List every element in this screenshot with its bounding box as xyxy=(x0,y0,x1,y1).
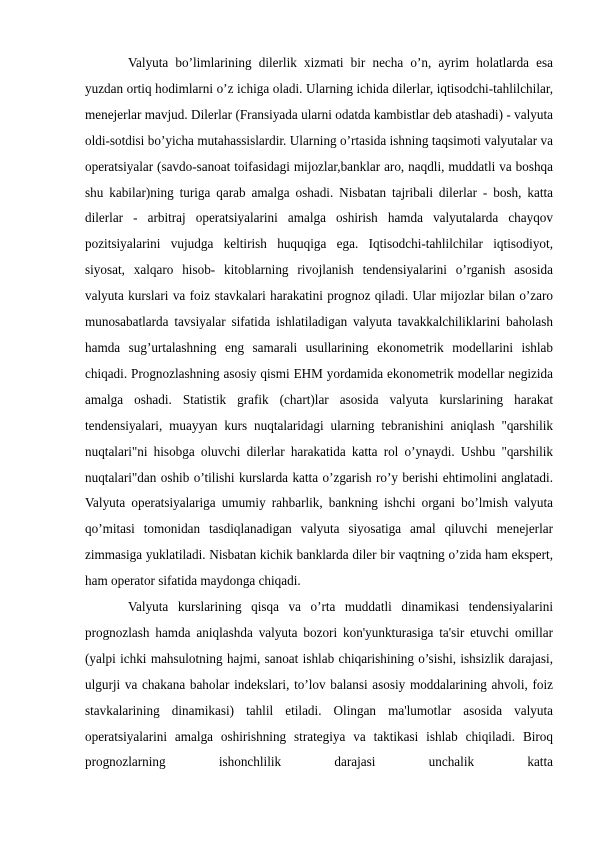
body-text xyxy=(85,50,553,775)
paragraph-dealing-service: Valyuta bo’limlarining dilerlik xizmati bir necha o’n, ayrim holatlarda esa yuzdan ortiq hodimlarni o’z ichiga oladi. Ularning ichida dilerlar, iqtisodchi-tahlilchilar, menejerlar mavjud. Dilerlar (Fransiyada ularni odatda kambistlar deb atashadi) - valyuta oldi-sotdisi bo’yicha mutahassislardir. Ularning o’rtasida ishning taqsimoti valyutalar va operatsiyalar (savdo-sanoat toifasidagi mijozlar,banklar aro, naqdli, muddatli va boshqa shu kabilar)ning turiga qarab amalga oshadi. Nisbatan tajribali dilerlar - bosh, katta dilerlar - arbitraj operatsiyalarini amalga oshirish hamda valyutalarda chayqov pozitsiyalarini vujudga keltirish huquqiga ega. Iqtisodchi-tahlilchilar iqtisodiyot, siyosat, xalqaro hisob- kitoblarning rivojlanish tendensiyalarini o’rganish asosida valyuta kurslari va foiz stavkalari harakatini prognoz qiladi. Ular mijozlar bilan o’zaro munosabatlarda tavsiyalar sifatida ishlatiladigan valyuta tavakkalchiliklarini baholash hamda sug’urtalashning eng samarali usullarining ekonometrik modellarini ishlab chiqadi. Prognozlashning asosiy qismi EHM yordamida ekonometrik modellar negizida amalga oshadi. Statistik grafik (chart)lar asosida valyuta kurslarining harakat tendensiyalari, muayyan kurs nuqtalaridagi ularning tebranishini aniqlash "qarshilik nuqtalari"ni hisobga oluvchi dilerlar harakatida katta rol o’ynaydi. Ushbu "qarshilik nuqtalari"dan oshib o’tilishi kurslarda katta o’zgarish ro’y berishi ehtimolini anglatadi. Valyuta operatsiyalariga umumiy rahbarlik, bankning ishchi organi bo’lmish valyuta qo’mitasi tomonidan tasdiqlanadigan valyuta siyosatiga amal qiluvchi menejerlar zimmasiga yuklatiladi. Nisbatan kichik banklarda diler bir vaqtning o’zida ham ekspert, ham operator sifatida maydonga chiqadi. xyxy=(85,55,553,589)
paragraph-forecasting: Valyuta kurslarining qisqa va o’rta muddatli dinamikasi tendensiyalarini prognozlash hamda aniqlashda valyuta bozori kon'yunkturasiga ta'sir etuvchi omillar (yalpi ichki mahsulotning hajmi, sanoat ishlab chiqarishining o’sishi, ishsizlik darajasi, ulgurji va chakana baholar indekslari, to’lov balansi asosiy moddalarining ahvoli, foiz stavkalarining dinamikasi) tahlil etiladi. Olingan ma'lumotlar asosida valyuta operatsiyalarini amalga oshirishning strategiya va taktikasi ishlab chiqiladi. Biroq prognozlarning ishonchlilik darajasi unchalik katta xyxy=(85,599,553,770)
